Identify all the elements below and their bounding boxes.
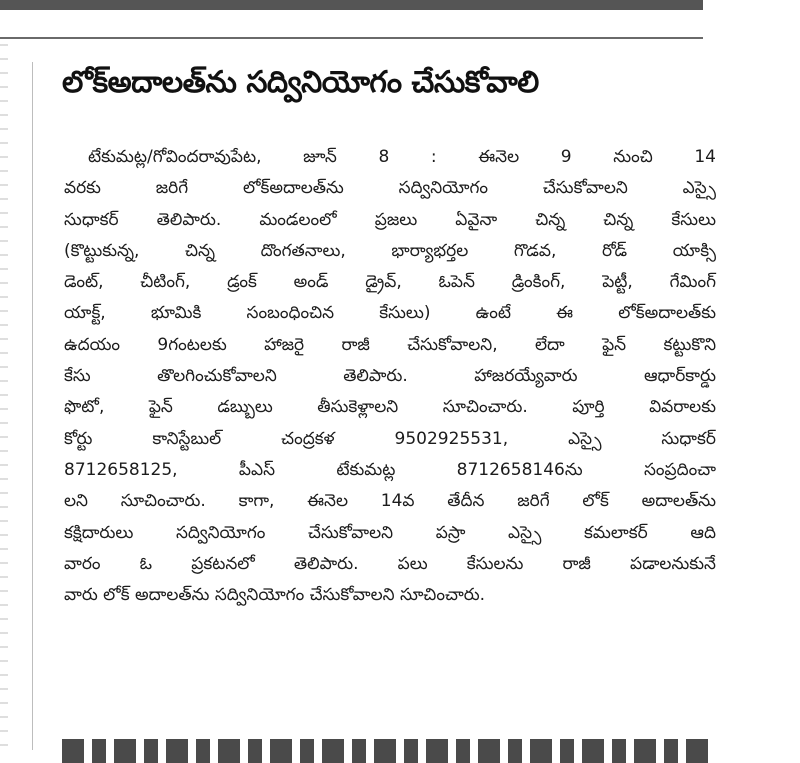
top-page-band bbox=[0, 0, 703, 10]
article-line: కోర్టు కానిస్టేబుల్ చంద్రకళ 9502925531, ఎస్సై సుధాకర్ bbox=[64, 428, 716, 449]
article-line: యాక్ట్, భూమికి సంబంధించిన కేసులు) ఉంటే ఈ లోక్‌అదాలత్‌కు bbox=[64, 303, 716, 324]
article-headline: లోక్‌అదాలత్‌ను సద్వినియోగం చేసుకోవాలి bbox=[62, 65, 539, 100]
cropped-headline-ink bbox=[62, 739, 712, 763]
article-line: డెంట్, చీటింగ్, డ్రంక్ అండ్ డ్రైవ్, ఓపెన్ డ్రింకింగ్, పెట్టీ, గేమింగ్ bbox=[64, 272, 716, 293]
article-line: కేసు తొలగించుకోవాలని తెలిపారు. హాజరయ్యేవారు ఆధార్‌కార్డు bbox=[64, 366, 716, 387]
next-article-headline-cropped bbox=[62, 733, 712, 763]
article-line: టేకుమట్ల/గోవిందరావుపేట, జూన్ 8 : ఈనెల 9 నుంచి 14 bbox=[88, 147, 716, 167]
article-line: వారు లోక్ అదాలత్‌ను సద్వినియోగం చేసుకోవాలని సూచించారు. bbox=[64, 585, 486, 606]
adjacent-column-edge bbox=[0, 44, 8, 750]
column-divider bbox=[32, 62, 33, 750]
article-line: లని సూచించారు. కాగా, ఈనెల 14వ తేదీన జరిగే లోక్ అదాలత్‌ను bbox=[64, 491, 716, 512]
article-line: ఫొటో, ఫైన్ డబ్బులు తీసుకెళ్లాలని సూచించారు. పూర్తి వివరాలకు bbox=[64, 397, 716, 418]
header-rule bbox=[0, 37, 703, 39]
article-line: కక్షిదారులు సద్వినియోగం చేసుకోవాలని పస్రా ఎస్సై కమలాకర్ ఆది bbox=[64, 522, 716, 543]
article-line: ఉదయం 9గంటలకు హాజరై రాజీ చేసుకోవాలని, లేదా ఫైన్ కట్టుకొని bbox=[64, 334, 716, 355]
article-line: 8712658125, పీఎస్ టేకుమట్ల 8712658146ను సంప్రదించా bbox=[64, 459, 716, 480]
article-line: (కొట్టుకున్న, చిన్న దొంగతనాలు, భార్యాభర్తల గొడవ, రోడ్ యాక్సి bbox=[64, 240, 716, 261]
article-line: వరకు జరిగే లోక్‌అదాలత్‌ను సద్వినియోగం చేసుకోవాలని ఎస్సై bbox=[64, 178, 716, 199]
article-body bbox=[64, 142, 716, 611]
article-line: సుధాకర్ తెలిపారు. మండలంలో ప్రజలు ఏవైనా చిన్న చిన్న కేసులు bbox=[64, 209, 716, 230]
article-line: వారం ఓ ప్రకటనలో తెలిపారు. పలు కేసులను రాజీ పడాలనుకునే bbox=[64, 553, 716, 574]
